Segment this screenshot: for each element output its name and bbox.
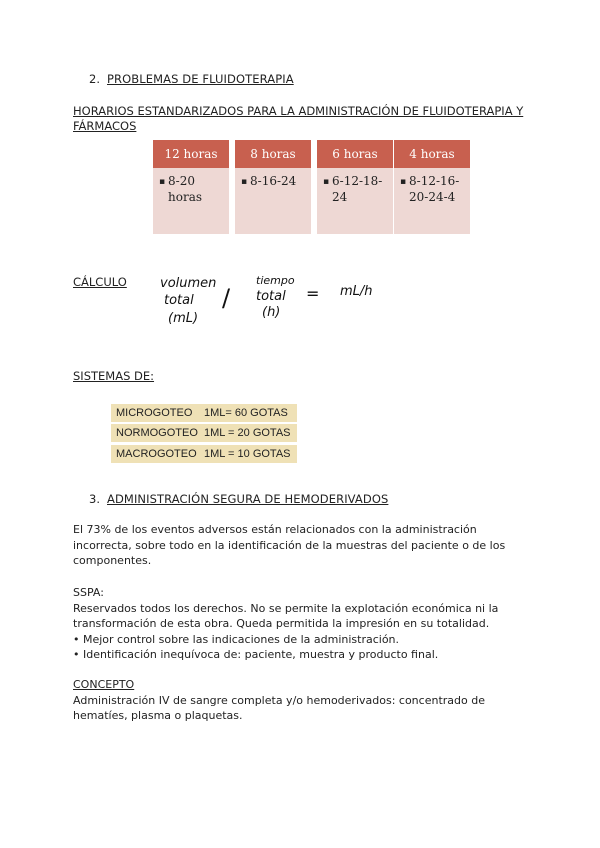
drip-name: MACROGOTEO [116,448,197,460]
schedule-card-12h [153,140,229,234]
section-number: 3. [89,492,101,506]
section-title: PROBLEMAS DE FLUIDOTERAPIA [107,72,294,86]
bullet-icon: ▪ [241,177,248,187]
bullet-icon: ▪ [323,177,330,187]
card-line1: 8-20 [168,174,195,188]
section-2-heading [89,72,294,86]
horarios-title-line2: FÁRMACOS [73,119,137,133]
handwritten-equals: = [306,284,320,303]
concepto-line1: Administración IV de sangre completa y/o hemoderivados: concentrado de [73,693,485,707]
drip-row-macro [111,445,297,463]
card-line2: 24 [332,190,348,204]
drip-value: 1ML = 10 GOTAS [204,448,291,460]
drip-value: 1ML = 20 GOTAS [204,427,291,439]
sspa-line3: • Mejor control sobre las indicaciones de la administración. [73,632,400,646]
handwritten-total-2: total [256,289,286,304]
schedule-card-6h [317,140,393,234]
concepto-line2: hematíes, plasma o plaquetas. [73,709,243,722]
section-number: 2. [89,72,101,86]
handwritten-slash: / [222,284,231,312]
schedule-card-8h [235,140,311,234]
calculo-label: CÁLCULO [73,275,127,289]
intro-line2: incorrecta, sobre todo en la identificación de la muestras del paciente o de los [73,538,506,552]
handwritten-result: mL/h [340,284,373,299]
section-3-heading [89,492,388,506]
drip-value: 1ML= 60 GOTAS [204,407,288,419]
intro-paragraph [73,522,543,569]
horarios-title-line1: HORARIOS ESTANDARIZADOS PARA LA ADMINISTRACIÓN DE FLUIDOTERAPIA Y [73,104,524,118]
card-body [394,168,470,234]
schedule-card-4h [394,140,470,234]
sspa-block [73,585,543,663]
card-body [153,168,229,234]
sspa-line4: • Identificación inequívoca de: paciente, muestra y producto final. [73,648,439,661]
card-line2: 20-24-4 [409,190,456,204]
card-body [317,168,393,234]
handwritten-h: (h) [262,305,281,320]
drip-name: MICROGOTEO [116,407,193,419]
drip-name: NORMOGOTEO [116,427,198,439]
handwritten-tiempo: tiempo [256,274,295,287]
card-line1: 6-12-18- [332,174,383,188]
card-header: 12 horas [153,140,229,168]
section-title: ADMINISTRACIÓN SEGURA DE HEMODERIVADOS [107,492,389,506]
sspa-line2: transformación de esta obra. Queda permitida la impresión en su totalidad. [73,617,490,630]
card-header: 4 horas [394,140,470,168]
intro-line1: El 73% de los eventos adversos están relacionados con la administración [73,523,477,536]
card-line2: horas [168,190,203,204]
concepto-label: CONCEPTO [73,678,135,691]
bullet-icon: ▪ [159,177,166,187]
card-line1: 8-12-16- [409,174,460,188]
card-header: 6 horas [317,140,393,168]
bullet-icon: ▪ [400,177,407,187]
sspa-line1: Reservados todos los derechos. No se permite la explotación económica ni la [73,601,499,615]
drip-row-micro [111,404,297,422]
intro-line3: componentes. [73,554,152,567]
concepto-block [73,677,543,724]
drip-row-normo [111,424,297,442]
handwritten-total-1: total [164,293,194,308]
sistemas-label: SISTEMAS DE: [73,369,155,383]
card-header: 8 horas [235,140,311,168]
handwritten-ml: (mL) [168,311,199,326]
card-body [235,168,311,234]
handwritten-volumen: volumen [160,276,217,291]
sspa-label: SSPA: [73,586,104,599]
card-line1: 8-16-24 [250,174,297,188]
